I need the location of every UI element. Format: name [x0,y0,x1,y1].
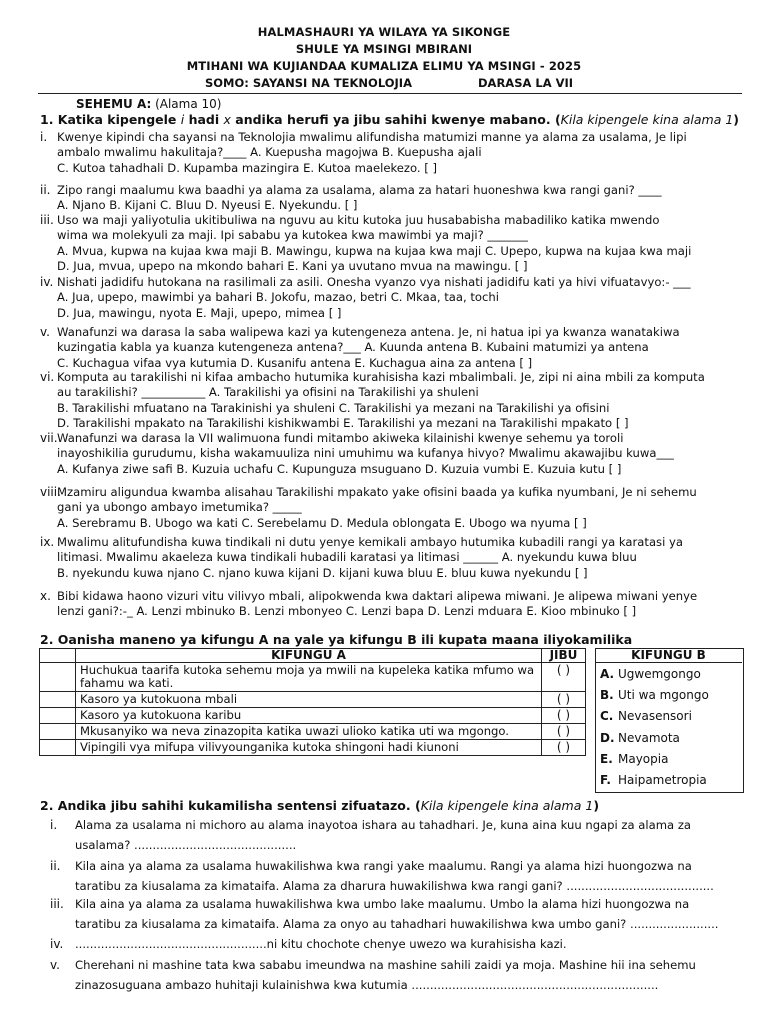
row-number-cell [40,708,76,724]
q3-item-number: iv. [50,937,64,951]
exam-title: MTIHANI WA KUJIANDAA KUMALIZA ELIMU YA MSINGI - 2025 [186,59,582,73]
q3-item-line: Kila aina ya alama za usalama huwakilishwa kwa rangi yake maalumu. Rangi ya alama hizi huongozwa na [75,859,692,873]
q3-item-line: taratibu za kiusalama za kimataifa. Alama za dharura huwakilishwa kwa rangi gani? ........................................ [75,879,714,893]
q3-item-number: i. [50,818,58,832]
q1-item-number: iv. [40,275,54,289]
q1-item-line: gani ya ubongo ambayo imetumika? _____ [57,500,302,515]
q1-item-line: Uso wa maji yaliyotulia ukitibuliwa na nguvu au kitu kutoka juu husababisha mabadiliko katika mwendo [57,213,660,227]
q1-heading-text-2: hadi [184,112,224,127]
jibu-header: JIBU [542,649,586,663]
question-1-heading [40,113,739,127]
q1-item-line: A. Mvua, kupwa na kujaa kwa maji B. Mawingu, kupwa na kujaa kwa maji C. Upepo, kupwa na kujaa kwa maji [57,243,692,258]
option-letter: A. [600,667,615,681]
table-row [40,708,586,724]
q3-item-line: Alama za usalama ni michoro au alama inayotoa ishara au tahadhari. Je, kuna aina kuu ngapi za alama za [75,818,692,832]
kifungu-b-option [600,688,709,702]
q1-item-line: kuzingatia kabla ya kuanza kutengeneza antena?___ A. Kuunda antena B. Kubaini matumizi ya antena [57,340,649,355]
q1-item-line: Bibi kidawa haono vizuri vitu vilivyo mbali, alipokwenda kwa daktari alipewa miwani. Je alipewa miwani yenye [57,589,698,603]
q1-item-line: ambalo mwalimu hakulitaja?____ A. Kuepusha magojwa B. Kuepusha ajali [57,145,482,160]
q1-item-line: A. Serebramu B. Ubogo wa kati C. Serebelamu D. Medula oblongata E. Ubogo wa nyuma [ ] [57,515,587,530]
q1-item-line: Kwenye kipindi cha sayansi na Teknolojia mwalimu alifundisha matumizi manne ya alama za usalama, Je lipi [57,130,687,144]
q1-item-line: wima wa molekyuli za maji. Ipi sababu ya kutokea kwa mawimbi ya maji? _______ [57,228,528,243]
q1-heading-x: x [223,112,231,127]
option-letter: E. [600,752,613,766]
kifungu-b-option [600,667,701,681]
answer-blank[interactable]: ( ) [542,692,586,708]
q1-item-line: Mzamiru aligundua kwamba alisahau Tarakilishi mpakato yake ofisini baada ya kufika nyumbani, Je ni sehemu [57,485,697,499]
option-text: Mayopia [618,752,669,766]
question-3-heading [40,799,599,813]
table-row [40,740,586,756]
q1-item-line: A. Kufanya ziwe safi B. Kuzuia uchafu C. Kupunguza msuguano D. Kuzuia vumbi E. Kuzuia kutu [ ] [57,461,622,476]
row-number-cell [40,692,76,708]
q3-item-line: taratibu za kiusalama za kimataifa. Alama za onyo au tahadhari huwakilishwa kwa umbo gani? ........................ [75,917,719,931]
subject-label: SOMO: SAYANSI NA TEKNOLOJIA [205,76,412,90]
q3-item-line: Kila aina ya alama za usalama huwakilishwa kwa umbo lake maalumu. Umbo la alama hizi huongozwa na [75,897,690,911]
q3-item-number: v. [50,958,60,972]
q1-item-line: C. Kutoa tahadhali D. Kupamba mazingira E. Kutoa maelekezo. [ ] [57,160,437,175]
option-letter: D. [600,731,615,745]
table-row [40,692,586,708]
q3-heading-note: Kila kipengele kina alama 1 [420,798,594,813]
q1-item-number: viii. [40,485,61,499]
answer-blank[interactable]: ( ) [542,708,586,724]
q1-heading-note: Kila kipengele kina alama 1 [560,112,734,127]
q1-item-line: A. Jua, upepo, mawimbi ya bahari B. Jokofu, mazao, betri C. Mkaa, taa, tochi [57,290,499,305]
q1-item-line: lenzi gani?:-_ A. Lenzi mbinuko B. Lenzi mbonyeo C. Lenzi bapa D. Lenzi mduara E. Kioo mbinuko [ ] [57,604,637,619]
q1-item-line: Zipo rangi maalumu kwa baadhi ya alama za usalama, alama za hatari huoneshwa kwa rangi gani? ____ [57,183,662,197]
option-text: Haipametropia [618,773,707,787]
q1-item-line: Mwalimu alitufundisha kuwa tindikali ni dutu yenye kemikali ambayo hutumika kubadili rangi ya karatasi ya [57,535,683,549]
option-letter: F. [600,773,611,787]
table-row [40,724,586,740]
option-letter: C. [600,709,614,723]
class-label: DARASA LA VII [478,76,574,90]
kifungu-b-option [600,731,680,745]
q1-item-line: inayoshikilia gurudumu, kisha wakamuuliza nini umuhimu wa kufanya hivyo? Mwalimu akawajibu kuwa___ [57,446,674,461]
kifungu-a-cell: Mkusanyiko wa neva zinazopita katika uwazi ulioko katika uti wa mgongo. [76,724,542,740]
q1-item-line: B. nyekundu kuwa njano C. njano kuwa kijani D. kijani kuwa bluu E. bluu kuwa nyekundu [ ] [57,565,588,580]
q1-item-line: B. Tarakilishi mfuatano na Tarakinishi ya shuleni C. Tarakilishi ya mezani na Tarakilishi ya ofisini [57,400,610,415]
q1-item-line: D. Jua, mawingu, nyota E. Maji, upepo, mimea [ ] [57,305,342,320]
answer-blank[interactable]: ( ) [542,663,586,692]
q1-item-number: vii. [40,431,58,445]
q1-item-line: C. Kuchagua vifaa vya kutumia D. Kusanifu antena E. Kuchagua aina za antena [ ] [57,355,533,370]
q3-item-line: usalama? ............................................ [75,838,297,852]
q1-item-number: ix. [40,535,55,549]
district-title: HALMASHAURI YA WILAYA YA SIKONGE [257,25,511,39]
q1-item-line: D. Jua, mvua, upepo na mkondo bahari E. Kani ya uvutano mvua na mawingu. [ ] [57,258,528,273]
q3-item-number: ii. [50,859,61,873]
kifungu-b-option [600,773,707,787]
school-name: SHULE YA MSINGI MBIRANI [295,42,473,56]
q1-item-number: x. [40,589,51,603]
kifungu-a-header: KIFUNGU A [76,649,542,663]
option-text: Nevamota [618,731,680,745]
q3-item-line: zinazosuguana ambazo huhitaji kulainishwa kwa kutumia ................................................................... [75,978,659,992]
q1-item-number: ii. [40,183,51,197]
kifungu-b-option [600,752,668,766]
q3-item-line: Cherehani ni mashine tata kwa sababu imeundwa na mashine sahili zaidi ya moja. Mashine hii ina sehemu [75,958,696,972]
kifungu-a-cell: Vipingili vya mifupa vilivyounganika kutoka shingoni hadi kiunoni [76,740,542,756]
option-text: Uti wa mgongo [618,688,709,702]
q1-item-line: Komputa au tarakilishi ni kifaa ambacho hutumika kurahisisha kazi mbalimbali. Je, zipi ni aina mbili za komputa [57,370,705,384]
q1-item-number: iii. [40,213,54,227]
q3-heading-text: 2. Andika jibu sahihi kukamilisha sentensi zifuatazo. ( [40,798,421,813]
kifungu-b-header: KIFUNGU B [595,648,742,663]
q1-heading-i: i [180,112,185,127]
q1-heading-text: 1. Katika kipengele [40,112,181,127]
q1-heading-close: ) [733,112,739,127]
q1-item-number: v. [40,325,50,339]
q3-heading-close: ) [593,798,600,813]
section-marks: (Alama 10) [151,97,222,111]
blank-column-header [40,649,76,663]
option-text: Nevasensori [618,709,692,723]
q1-item-line: D. Tarakilishi mpakato na Tarakilishi kishikwambi E. Tarakilishi ya mezani na Tarakilishi mpakato [ ] [57,415,629,430]
option-letter: B. [600,688,614,702]
q1-item-line: Wanafunzi wa darasa la VII walimuona fundi mitambo akiweka kilainishi kwenye sehemu ya toroli [57,431,624,445]
row-number-cell [40,724,76,740]
section-title: SEHEMU A: [76,97,152,111]
q1-item-line: litimasi. Mwalimu akaeleza kuwa tindikali hubadili karatasi ya litimasi ______ A. nyekundu kuwa bluu [57,550,637,565]
kifungu-a-cell: Kasoro ya kutokuona mbali [76,692,542,708]
header-divider [38,93,742,94]
q3-item-line: ....................................................ni kitu chochote chenye uwezo wa kurahisisha kazi. [75,937,567,951]
q1-heading-text-3: andika herufi ya jibu sahihi kwenye mabano. ( [230,112,561,127]
answer-blank[interactable]: ( ) [542,740,586,756]
kifungu-a-cell: Kasoro ya kutokuona karibu [76,708,542,724]
q1-item-number: vi. [40,370,55,384]
option-text: Ugwemgongo [618,667,701,681]
q1-item-line: Wanafunzi wa darasa la saba walipewa kazi ya kutengeneza antena. Je, ni hatua ipi ya kwanza wanatakiwa [57,325,680,339]
row-number-cell [40,663,76,692]
matching-table [39,648,586,756]
q1-item-number: i. [40,130,48,144]
answer-blank[interactable]: ( ) [542,724,586,740]
row-number-cell [40,740,76,756]
q3-item-number: iii. [50,897,64,911]
section-heading [76,97,221,111]
q1-item-line: Nishati jadidifu hutokana na rasilimali za asili. Onesha vyanzo vya nishati jadidifu kati ya hivi vifuatavyo:- ___ [57,275,691,289]
table-row [40,663,586,692]
q1-item-line: A. Njano B. Kijani C. Bluu D. Nyeusi E. Nyekundu. [ ] [57,198,358,213]
q1-item-line: au tarakilishi? ___________ A. Tarakilishi ya ofisini na Tarakilishi ya shuleni [57,385,479,400]
question-2-heading: 2. Oanisha maneno ya kifungu A na yale ya kifungu B ili kupata maana iliyokamilika [40,632,633,647]
kifungu-a-cell: Huchukua taarifa kutoka sehemu moja ya mwili na kupeleka katika mfumo wa fahamu wa kati. [76,663,542,692]
kifungu-b-option [600,709,692,723]
